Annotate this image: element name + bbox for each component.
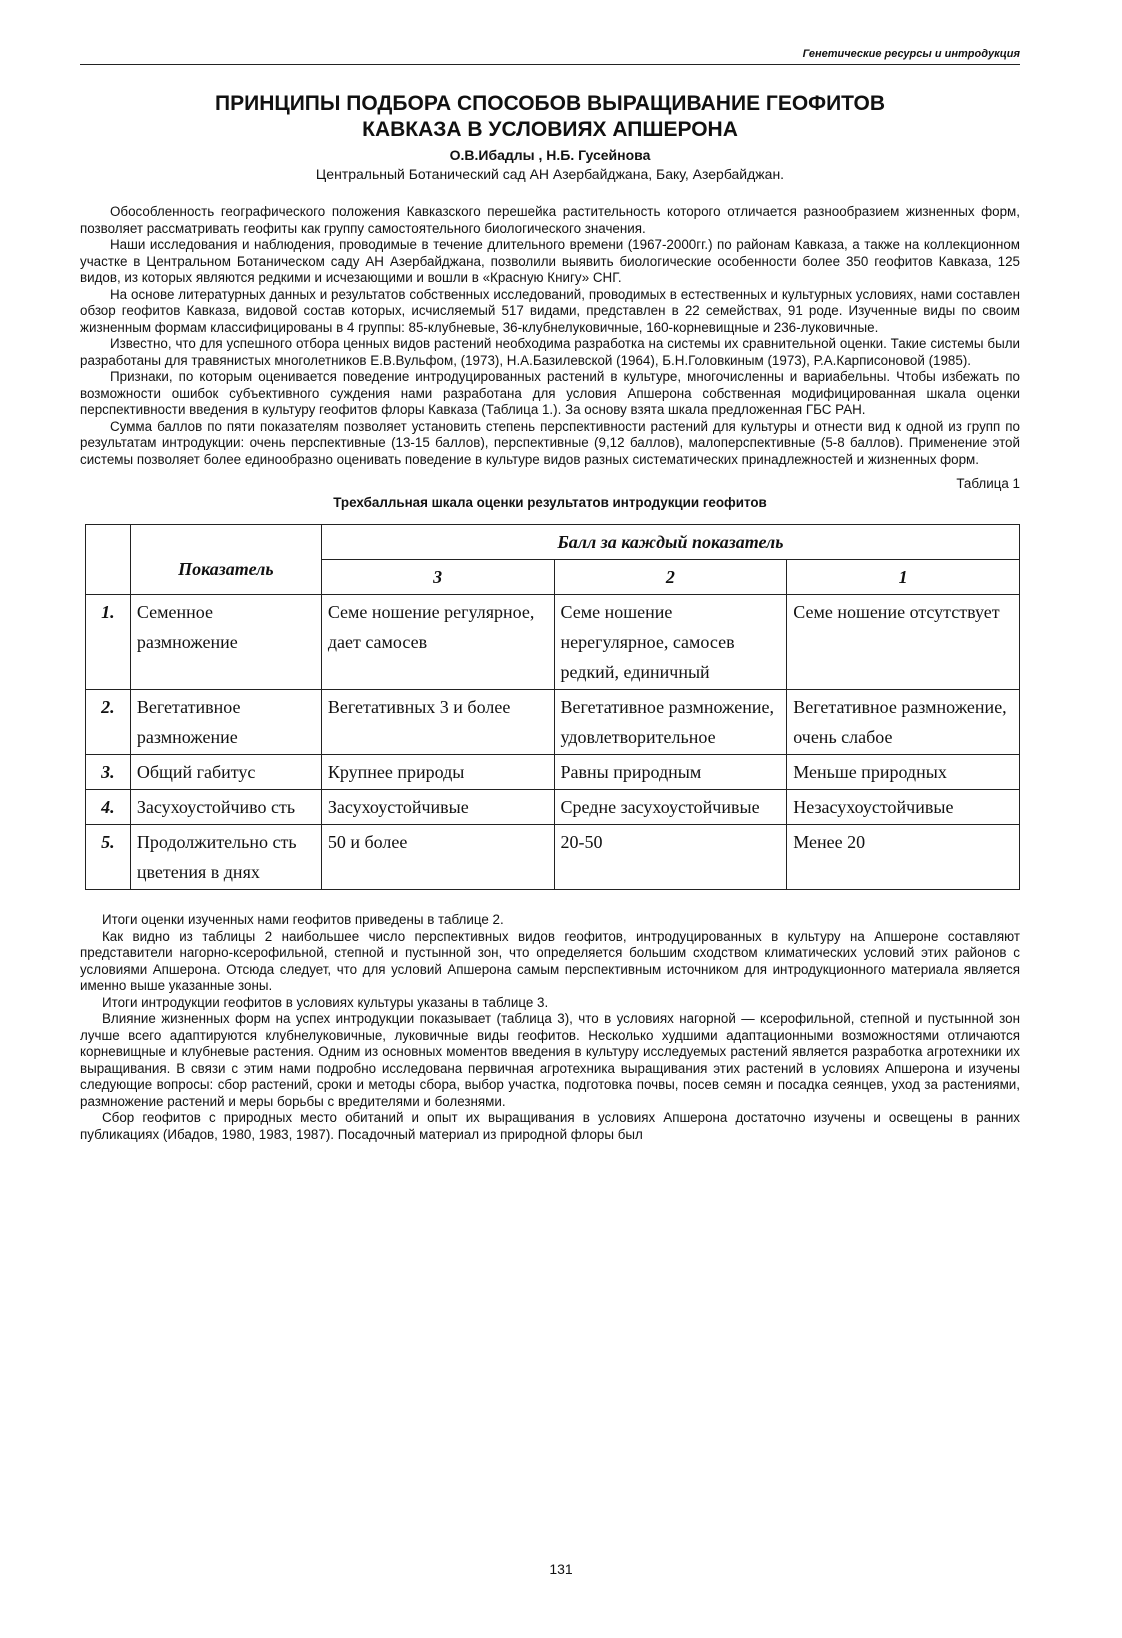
row-score-2: Средне засухоустойчивые: [554, 790, 787, 825]
paragraph: Сумма баллов по пяти показателям позволяет установить степень перспективности растений для культуры и отнести вид к одной из групп по результатам интродукции: очень перспективные (13-15 баллов), перспективные (9,12 баллов), малоперспективные (5-8 баллов). Применение этой системы позволяет более единообразно оценивать поведение в культуре видов разных систематических принадлежностей и жизненных форм.: [80, 418, 1020, 467]
table-row: [86, 790, 1020, 825]
paragraph: Обособленность географического положения Кавказского перешейка растительность которого отличается разнообразием жизненных форм, позволяет рассматривать геофиты как группу самостоятельного биологического значения.: [80, 204, 1020, 236]
table-label: Таблица 1: [956, 476, 1020, 491]
row-indicator: Семенное размножение: [130, 595, 321, 690]
paragraph: Известно, что для успешного отбора ценных видов растений необходима разработка на системы их сравнительной оценки. Такие системы были разработаны для травянистых многолетников Е.В.Вульфом, (1973), Н.А.Базилевской (1964), Б.Н.Головкиным (1973), Р.А.Карписоновой (1985).: [80, 336, 1020, 368]
row-score-1: Незасухоустойчивые: [787, 790, 1020, 825]
scale-table: [85, 524, 1020, 890]
paragraph: Итоги интродукции геофитов в условиях культуры указаны в таблице 3.: [102, 994, 549, 1010]
row-indicator: Вегетативное размножение: [130, 690, 321, 755]
row-score-3: Семе ношение регулярное, дает самосев: [321, 595, 554, 690]
page-number: 131: [549, 1561, 573, 1577]
body-text-after-table: [80, 912, 1020, 1143]
page: [80, 48, 1020, 1143]
paragraph: Как видно из таблицы 2 наибольшее число перспективных видов геофитов, интродуцированных в культуру на Апшероне составляют представители нагорно-ксерофильной, степной и пустынной зон, что определяется большим сходством климатических условий этих районов с условиями Апшерона. Отсюда следует, что для условий Апшерона самым перспективным источником для интродукционного материала является именно выше указанные зоны.: [80, 928, 1020, 993]
paragraph: Итоги оценки изученных нами геофитов приведены в таблице 2.: [102, 912, 504, 927]
table-row: [86, 690, 1020, 755]
row-score-1: Семе ношение отсутствует: [787, 595, 1020, 690]
row-score-1: Вегетативное размножение, очень слабое: [787, 690, 1020, 755]
row-score-3: Засухоустойчивые: [321, 790, 554, 825]
title-line-2: КАВКАЗА В УСЛОВИЯХ АПШЕРОНА: [362, 118, 738, 141]
body-text: [80, 204, 1020, 468]
table-caption: Трехбалльная шкала оценки результатов интродукции геофитов: [333, 495, 767, 510]
table-header-score-3: 3: [321, 560, 554, 595]
table-header-score-1: 1: [787, 560, 1020, 595]
paragraph: Наши исследования и наблюдения, проводимые в течение длительного времени (1967-2000гг.) по районам Кавказа, а также на коллекционном участке в Центральном Ботаническом саду АН Азербайджана, позволили выявить биологические особенности более 350 геофитов Кавказа, 125 видов, из которых являются редкими и исчезающими и вошли в «Красную Книгу» СНГ.: [80, 237, 1020, 285]
row-number: 2.: [86, 690, 131, 755]
row-score-2: Равны природным: [554, 755, 787, 790]
row-score-3: Вегетативных 3 и более: [321, 690, 554, 755]
row-number: 4.: [86, 790, 131, 825]
paragraph: Влияние жизненных форм на успех интродукции показывает (таблица 3), что в условиях нагорной — ксерофильной, степной и пустынной зон лучше всего адаптируются клубнелуковичные, луковичные виды геофитов. Несколько худшими адаптационными возможностями отличаются корневищные и клубневые растения. Одним из основных моментов введения в культуру исследуемых растений является разработка агротехники их выращивания. В связи с этим нами подробно исследована первичная агротехника выращивания этих растений в условиях Апшерона и изучены следующие вопросы: сбор растений, сроки и методы сбора, выбор участка, подготовка почвы, посев семян и посадка сеянцев, уход за растениями, размножение растений и меры борьбы с вредителями и болезнями.: [80, 1011, 1020, 1109]
table-header-row: [86, 525, 1020, 560]
table-row: [86, 595, 1020, 690]
row-score-2: Семе ношение нерегулярное, самосев редкий, единичный: [554, 595, 787, 690]
affiliation: Центральный Ботанический сад АН Азербайджана, Баку, Азербайджан.: [315, 166, 785, 182]
running-header: Генетические ресурсы и интродукция: [80, 48, 1020, 65]
row-indicator: Продолжительно сть цветения в днях: [130, 825, 321, 890]
table-header-indicator: Показатель: [130, 525, 321, 595]
row-score-1: Меньше природных: [787, 755, 1020, 790]
title-line-1: ПРИНЦИПЫ ПОДБОРА СПОСОБОВ ВЫРАЩИВАНИЕ ГЕОФИТОВ: [215, 92, 885, 115]
row-score-2: 20-50: [554, 825, 787, 890]
paragraph: Признаки, по которым оценивается поведение интродуцированных растений в культуре, многочисленны и вариабельны. Чтобы избежать по возможности ошибок субъективного суждения нами разработана для условия Апшерона собственная модифицированная шкала оценки перспективности введения в культуру геофитов флоры Кавказа (Таблица 1.). За основу взята шкала предложенная ГБС РАН.: [80, 369, 1020, 417]
table-row: [86, 825, 1020, 890]
row-score-1: Менее 20: [787, 825, 1020, 890]
row-score-3: Крупнее природы: [321, 755, 554, 790]
row-indicator: Засухоустойчиво сть: [130, 790, 321, 825]
row-score-3: 50 и более: [321, 825, 554, 890]
row-score-2: Вегетативное размножение, удовлетворительное: [554, 690, 787, 755]
row-number: 1.: [86, 595, 131, 690]
article-title: [80, 91, 1020, 143]
row-number: 5.: [86, 825, 131, 890]
row-number: 3.: [86, 755, 131, 790]
paragraph: Сбор геофитов с природных место обитаний и опыт их выращивания в условиях Апшерона достаточно изучены и освещены в ранних публикациях (Ибадов, 1980, 1983, 1987). Посадочный материал из природной флоры был: [80, 1110, 1020, 1142]
authors: О.В.Ибадлы , Н.Б. Гусейнова: [449, 147, 651, 163]
paragraph: На основе литературных данных и результатов собственных исследований, проводимых в естественных и культурных условиях, нами составлен обзор геофитов Кавказа, видовой состав которых, исчисляемый 517 видами, представлен в 22 семействах, 91 роде. Изученные виды по своим жизненным формам классифицированы в 4 группы: 85-клубневые, 36-клубнелуковичные, 160-корневищные и 236-луковичные.: [80, 286, 1020, 335]
table-header-num: [86, 525, 131, 595]
table-header-score-2: 2: [554, 560, 787, 595]
row-indicator: Общий габитус: [130, 755, 321, 790]
table-row: [86, 755, 1020, 790]
table-header-score: Балл за каждый показатель: [321, 525, 1019, 560]
